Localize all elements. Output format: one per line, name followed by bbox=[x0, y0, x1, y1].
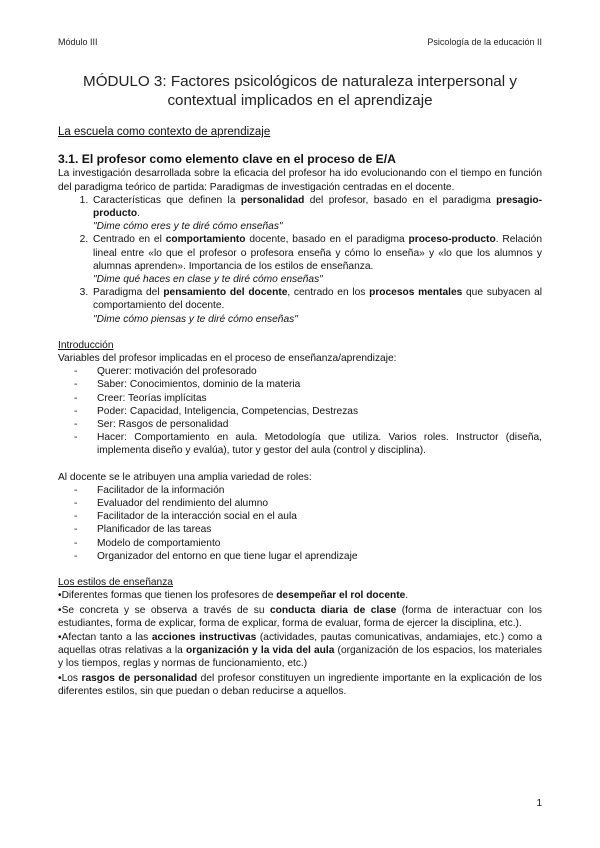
roles-lead: Al docente se le atribuyen una amplia variedad de roles: bbox=[58, 471, 312, 483]
list-item: - Ser: Rasgos de personalidad bbox=[74, 418, 542, 431]
list-item: - Modelo de comportamiento bbox=[74, 537, 542, 550]
roles-list bbox=[58, 484, 542, 563]
list-item: - Creer: Teorías implícitas bbox=[74, 392, 542, 405]
list-item: - Facilitador de la información bbox=[74, 484, 542, 497]
list-item: - Planificador de las tareas bbox=[74, 523, 542, 536]
paradigm-quote: "Dime qué haces en clase y te diré cómo enseñas" bbox=[93, 274, 323, 286]
list-item: - Poder: Capacidad, Inteligencia, Competencias, Destrezas bbox=[74, 405, 542, 418]
styles-paragraph: •Se concreta y se observa a través de su conducta diaria de clase (forma de interactuar con los estudiantes, forma de explicar, forma de explicar, forma de evaluar, forma de ejercer la disciplina, etc.). bbox=[58, 604, 543, 629]
list-item: - Organizador del entorno en que tiene lugar el aprendizaje bbox=[74, 550, 542, 563]
styles-paragraph: •Diferentes formas que tienen los profesores de desempeñar el rol docente. bbox=[58, 590, 409, 602]
header-course: Psicología de la educación II bbox=[427, 37, 542, 47]
list-item: - Querer: motivación del profesorado bbox=[74, 365, 542, 378]
styles-paragraph: •Los rasgos de personalidad del profesor constituyen un ingrediente importante en la explicación de los diferentes estilos, sin que puedan o deban reducirse a aquellos. bbox=[58, 672, 542, 697]
section-heading: La escuela como contexto de aprendizaje bbox=[58, 126, 271, 138]
paradigm-item: 1. Características que definen la personalidad del profesor, basado en el paradigma presagio-producto. "Dime cómo eres y te diré cómo enseñas" bbox=[91, 194, 542, 234]
list-item: - Saber: Conocimientos, dominio de la materia bbox=[74, 378, 542, 391]
styles-section bbox=[58, 589, 542, 698]
page-title: MÓDULO 3: Factores psicológicos de naturaleza interpersonal y contextual implicados en el aprendizaje bbox=[83, 73, 517, 109]
paradigm-item: 2. Centrado en el comportamiento docente, basado en el paradigma proceso-producto. Relación lineal entre «lo que el profesor o profesora enseña y cómo lo enseña» y «lo que los alumnos y alumnas aprenden». Importancia de los estilos de enseñanza. "Dime qué haces en clase y te diré cómo enseñas" bbox=[91, 233, 542, 286]
styles-heading: Los estilos de enseñanza bbox=[58, 577, 173, 589]
page-content bbox=[58, 72, 542, 698]
paradigm-quote: "Dime cómo piensas y te diré cómo enseñas" bbox=[93, 313, 298, 325]
page-number: 1 bbox=[536, 798, 542, 809]
styles-paragraph: •Afectan tanto a las acciones instructivas (actividades, pautas comunicativas, andamiajes, etc.) como a aquellas otras relativas a la organización y la vida del aula (organización de los espacios, los materiales y los tiempos, reglas y normas de funcionamiento, etc.) bbox=[58, 631, 543, 670]
intro-lead: Variables del profesor implicadas en el proceso de enseñanza/aprendizaje: bbox=[58, 353, 397, 365]
list-item: - Evaluador del rendimiento del alumno bbox=[74, 497, 542, 510]
subsection-intro: La investigación desarrollada sobre la eficacia del profesor ha ido evolucionando con el tiempo en función del paradigma teórico de partida: Paradigmas de investigación centradas en el docente. bbox=[58, 168, 542, 193]
paradigm-quote: "Dime cómo eres y te diré cómo enseñas" bbox=[93, 221, 283, 233]
list-item: - Facilitador de la interacción social en el aula bbox=[74, 510, 542, 523]
paradigm-list bbox=[58, 194, 542, 326]
subsection-heading: 3.1. El profesor como elemento clave en el proceso de E/A bbox=[58, 152, 396, 167]
variables-list bbox=[58, 365, 542, 457]
list-item: - Hacer: Comportamiento en aula. Metodología que utiliza. Varios roles. Instructor (diseña, implementa diseño y evalúa), tutor y gestor del aula (control y disciplina). bbox=[74, 431, 542, 457]
paradigm-item: 3. Paradigma del pensamiento del docente, centrado en los procesos mentales que subyacen al comportamiento del docente. "Dime cómo piensas y te diré cómo enseñas" bbox=[91, 286, 542, 326]
header-module: Módulo III bbox=[58, 37, 98, 47]
intro-heading: Introducción bbox=[58, 339, 114, 351]
